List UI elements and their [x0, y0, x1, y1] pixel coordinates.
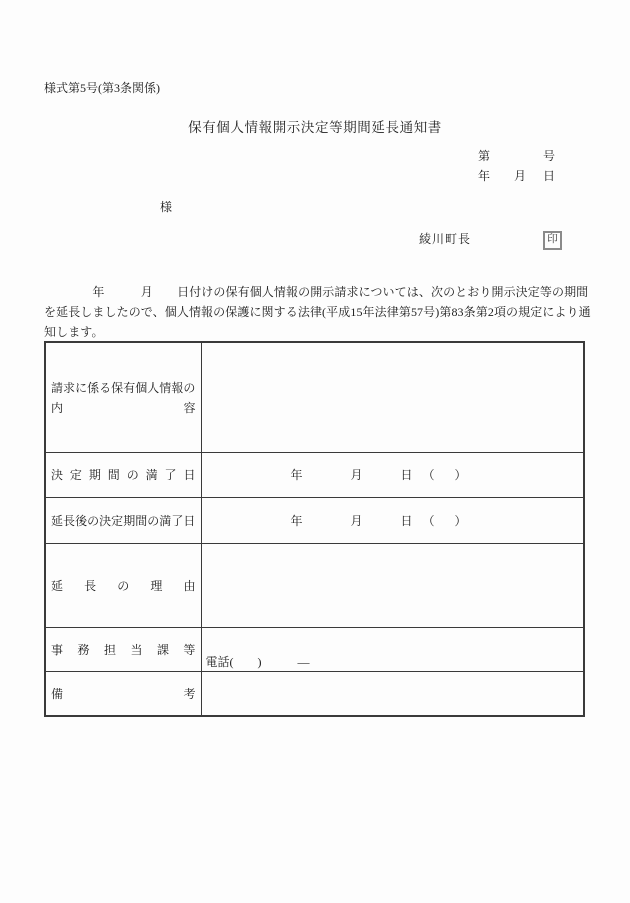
body-line: を延長しましたので、個人情報の保護に関する法律(平成15年法律第57号)第83条第2項の規定により通 — [44, 305, 591, 319]
office-value-cell — [201, 628, 584, 672]
office-label-cell — [45, 628, 201, 672]
due-month-label: 月 — [350, 468, 363, 482]
extended-year-label: 年 — [290, 513, 303, 528]
remarks-label: 備 考 — [51, 686, 196, 701]
due-date-label: 決 定 期 間 の 満 了 日 — [51, 468, 196, 482]
table-row-extension-reason — [45, 544, 584, 628]
form-table — [44, 341, 585, 717]
table-row-due-date — [45, 453, 584, 498]
issue-date-month-label: 月 — [514, 169, 527, 183]
due-weekday-paren: （ ） — [422, 468, 471, 482]
form-number: 様式第5号(第3条関係) — [44, 81, 160, 95]
requested-info-label-line2: 内 容 — [51, 400, 196, 415]
requested-info-value-cell — [201, 342, 584, 453]
due-day-label: 日 — [400, 468, 413, 482]
phone-line: 電話( ) ― — [205, 655, 310, 669]
table-row-office-in-charge — [45, 628, 584, 672]
due-year-label: 年 — [290, 468, 303, 482]
table-row-remarks — [45, 672, 584, 717]
doc-number-prefix: 第 — [478, 149, 491, 163]
extension-reason-value-cell — [201, 544, 584, 628]
extension-reason-label-cell — [45, 544, 201, 628]
doc-number-suffix: 号 — [543, 149, 556, 163]
body-line: 年 月 日付けの保有個人情報の開示請求については、次のとおり開示決定等の期間 — [44, 285, 589, 299]
extended-weekday-paren: （ ） — [422, 513, 471, 528]
addressee-honorific: 様 — [160, 200, 173, 214]
due-date-value-cell — [201, 453, 584, 498]
due-date-label-cell — [45, 453, 201, 498]
requested-info-label-line1: 請 求 に 係 る 保 有 個 人 情 報 の — [51, 380, 196, 395]
table-row-extended-due-date — [45, 498, 584, 544]
extended-month-label: 月 — [350, 513, 363, 528]
seal-character: 印 — [547, 234, 558, 246]
office-label: 事 務 担 当 課 等 — [51, 642, 196, 657]
remarks-value-cell — [201, 672, 584, 717]
issue-date-year-label: 年 — [478, 169, 491, 183]
seal-box — [543, 231, 562, 250]
body-paragraph — [44, 282, 591, 342]
body-line: 知します。 — [44, 325, 104, 339]
table-row-requested-info — [45, 342, 584, 453]
issue-date-day-label: 日 — [543, 169, 556, 183]
extension-reason-label: 延 長 の 理 由 — [51, 578, 196, 593]
remarks-label-cell — [45, 672, 201, 717]
page-title: 保有個人情報開示決定等期間延長通知書 — [188, 120, 442, 135]
extended-due-label-cell — [45, 498, 201, 544]
extended-day-label: 日 — [400, 513, 413, 528]
extended-due-value-cell — [201, 498, 584, 544]
requested-info-label-cell — [45, 342, 201, 453]
sender-name: 綾川町長 — [419, 232, 472, 246]
extended-due-label: 延 長 後 の 決 定 期 間 の 満 了 日 — [51, 513, 196, 528]
